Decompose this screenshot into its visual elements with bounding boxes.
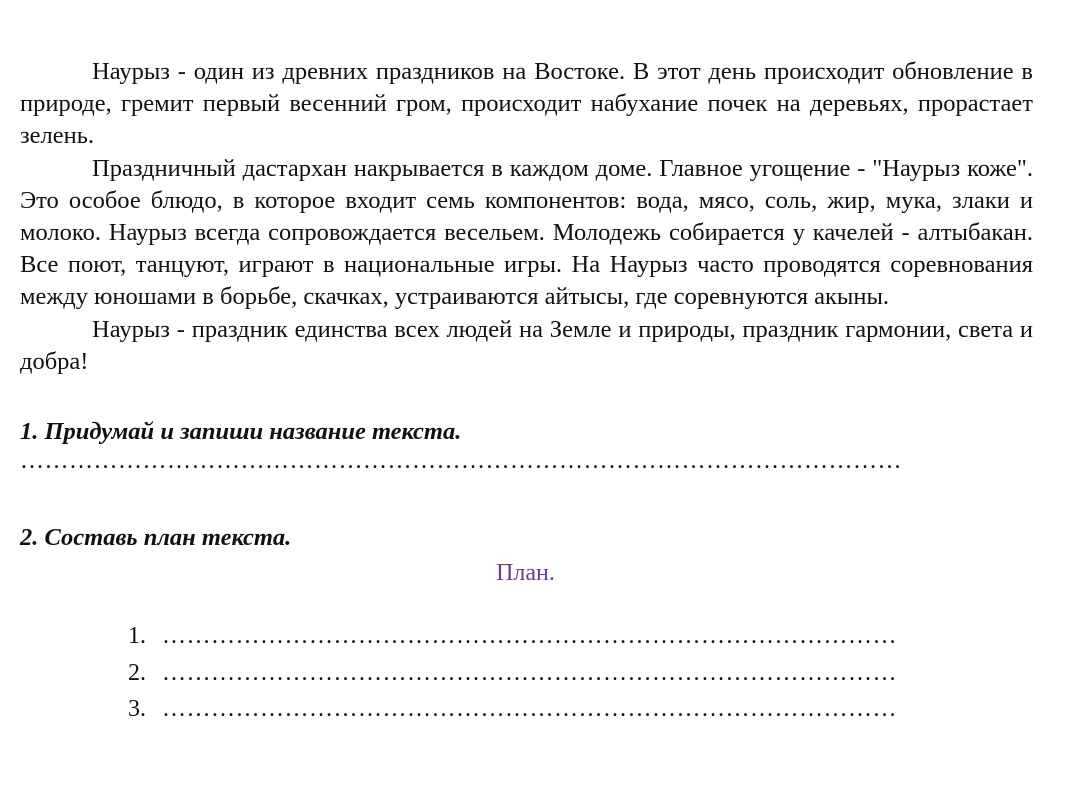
plan-item-3 <box>128 691 1033 728</box>
text-paragraph-3: Наурыз - праздник единства всех людей на Земле и природы, праздник гармонии, света и добра! <box>20 315 1033 375</box>
task-1-question: 1. Придумай и запиши название текста. <box>20 418 462 446</box>
plan-item-number: 3. <box>128 696 146 723</box>
plan-item-number: 2. <box>128 659 146 686</box>
plan-item-1 <box>128 618 1033 655</box>
task-2-question: 2. Составь план текста. <box>20 524 292 552</box>
plan-item-answer-line[interactable]: ……………………………………………………………………………… <box>162 696 897 723</box>
text-paragraph-1: Наурыз - один из древних праздников на Востоке. В этот день происходит обновление в природе, гремит первый весенний гром, происходит набухание почек на деревьях, прорастает зелень. <box>20 58 1033 150</box>
plan-item-answer-line[interactable]: ……………………………………………………………………………… <box>162 659 897 686</box>
plan-item-2 <box>128 655 1033 692</box>
worksheet-page <box>20 56 1033 728</box>
plan-item-answer-line[interactable]: ……………………………………………………………………………… <box>162 623 897 650</box>
plan-list <box>20 618 1033 728</box>
text-paragraph-2: Праздничный дастархан накрывается в каждом доме. Главное угощение - "Наурыз коже". Это особое блюдо, в которое входит семь компонентов: вода, мясо, соль, жир, мука, злаки и молоко. Наурыз всегда сопровождается весельем. Молодежь собирается у качелей - алтыбакан. Все поют, танцуют, играют в национальные игры. На Наурыз часто проводятся соревнования между юношами в борьбе, скачках, устраиваются айтысы, где соревнуются акыны. <box>20 154 1033 311</box>
plan-item-number: 1. <box>128 623 146 650</box>
task-1-answer-line[interactable]: ……………………………………………………………………………………………… <box>20 448 902 475</box>
plan-title: План. <box>496 560 555 587</box>
